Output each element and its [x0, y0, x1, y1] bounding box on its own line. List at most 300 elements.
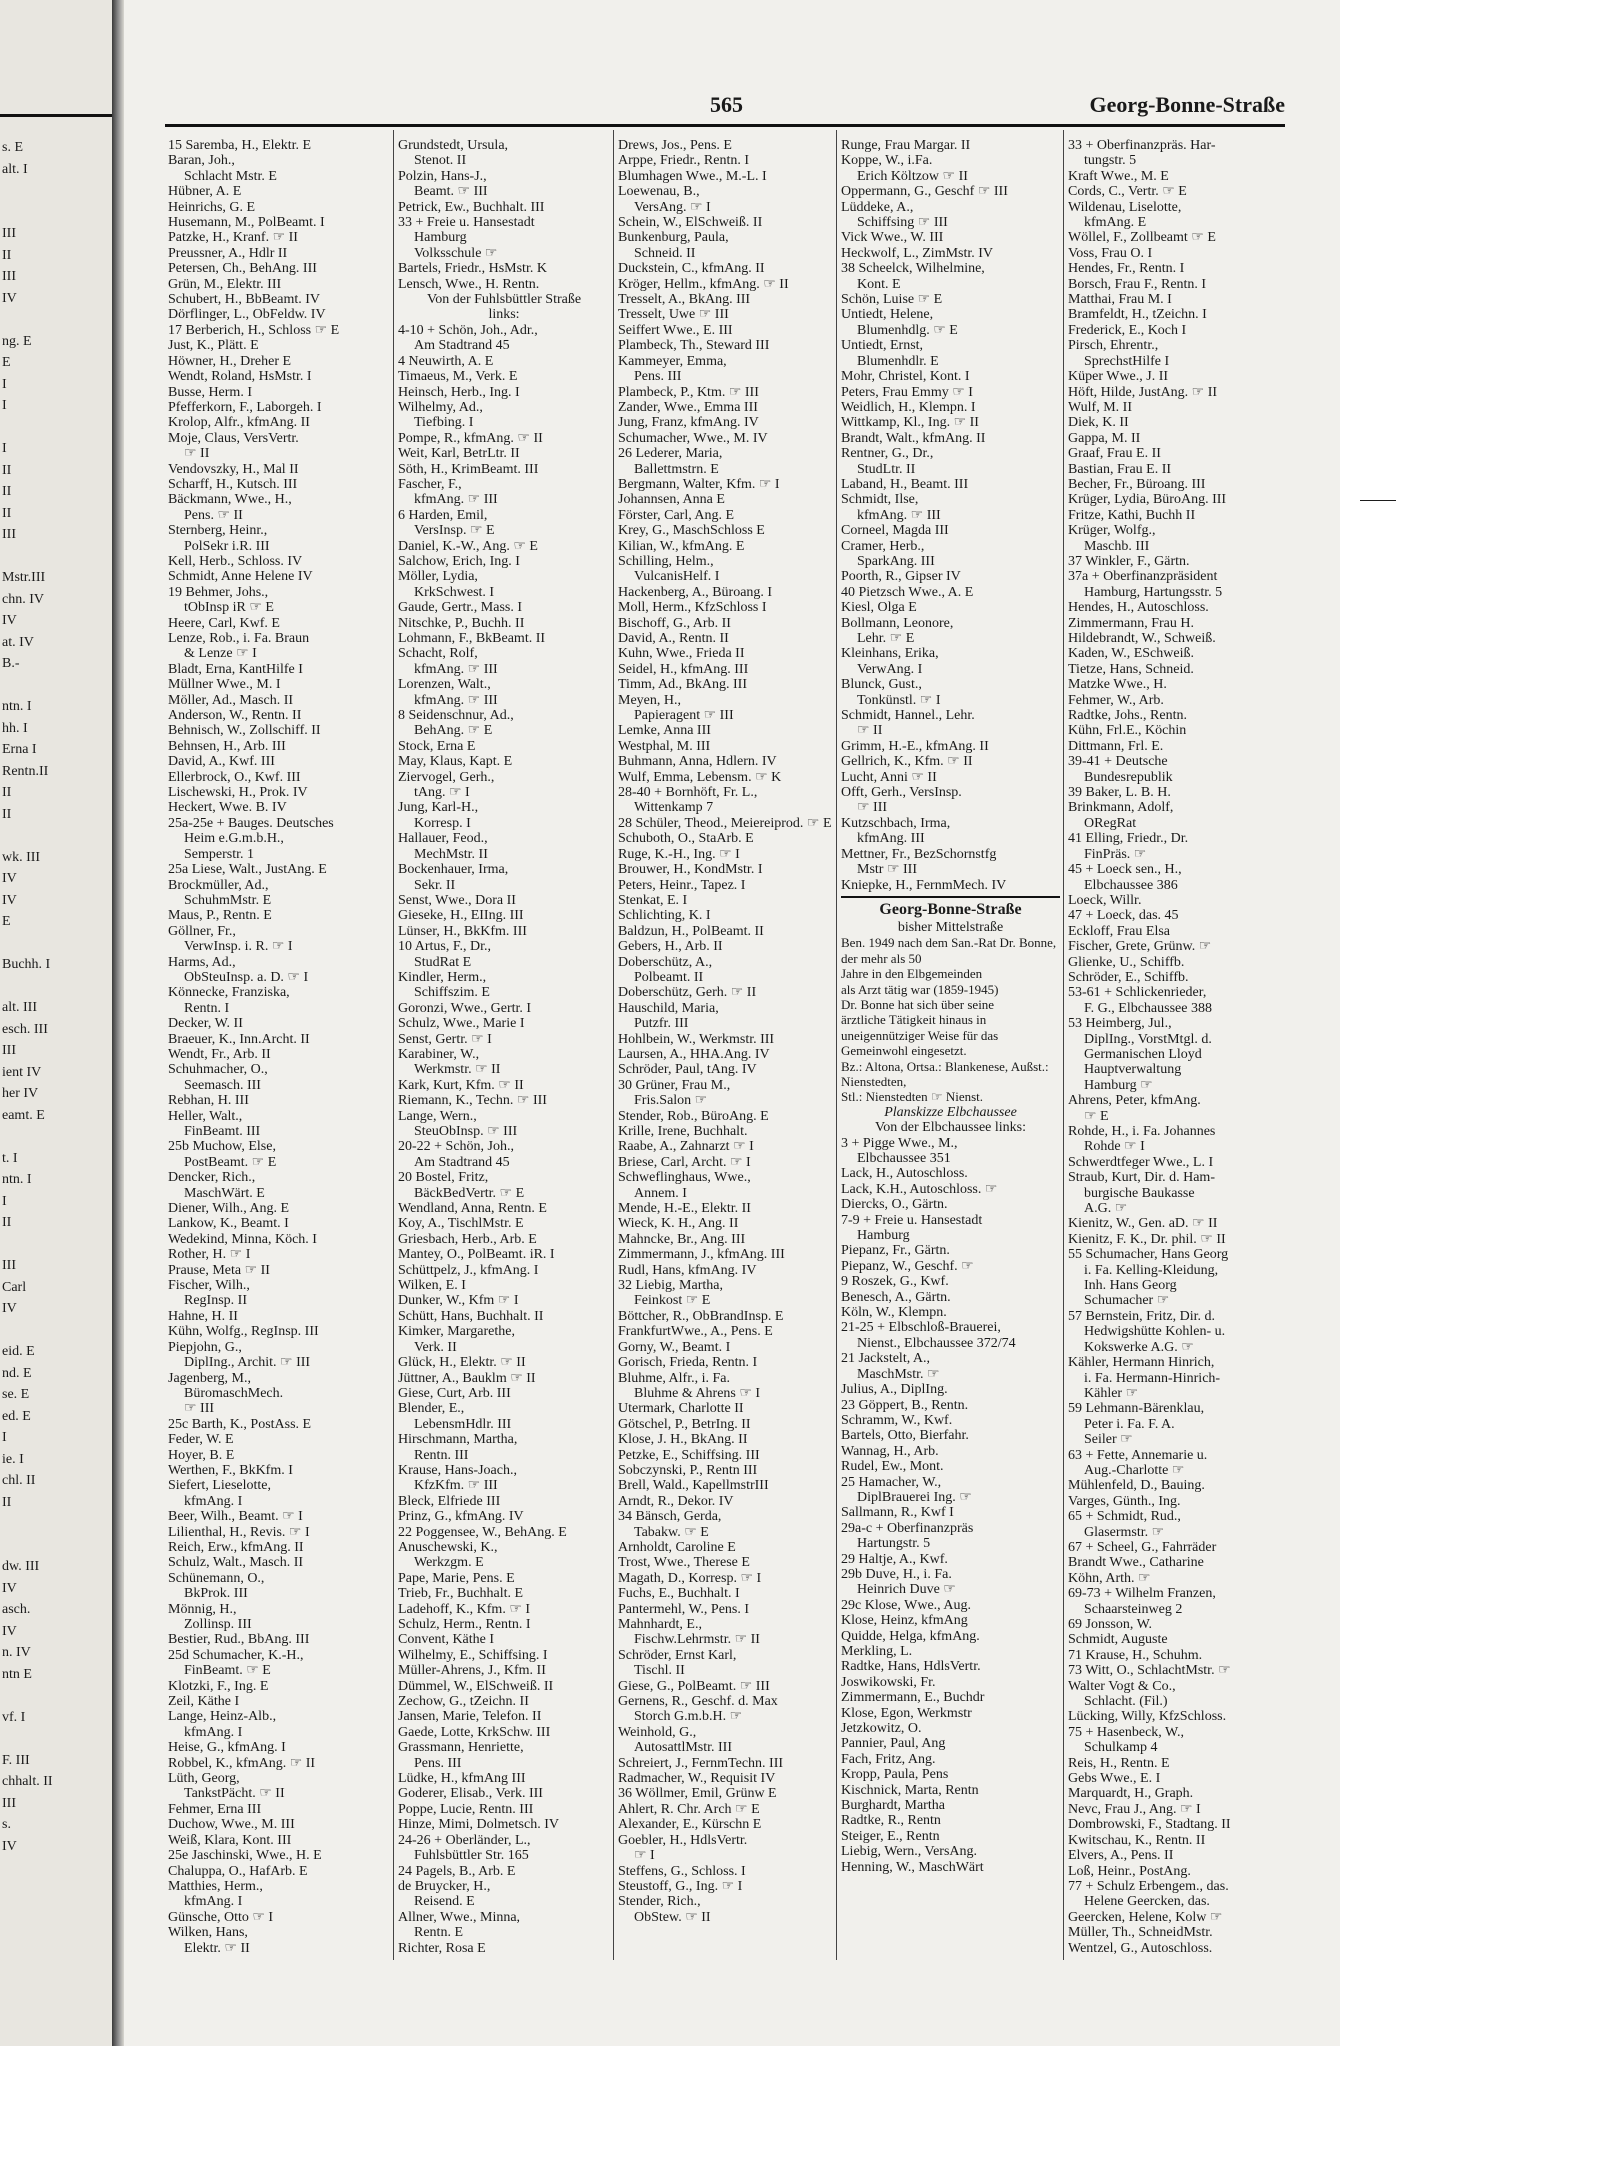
directory-entry: Storch G.m.b.H. ☞: [634, 1709, 743, 1725]
directory-entry: Hildebrandt, W., Schweiß.: [1068, 631, 1216, 646]
directory-entry: 24-26 + Oberländer, L.,: [398, 1832, 531, 1848]
directory-entry: kfmAng. I: [184, 1724, 243, 1740]
directory-entry: Polzin, Hans-J.,: [398, 168, 487, 184]
directory-entry: Gorny, W., Beamt. I: [618, 1339, 731, 1355]
directory-entry: Fris.Salon ☞: [634, 1093, 708, 1109]
book-gutter: [112, 0, 124, 2046]
left-page-text: IV: [2, 871, 17, 886]
directory-entry: Böttcher, R., ObBrandInsp. E: [618, 1308, 784, 1324]
directory-entry: Bäckmann, Wwe., H.,: [168, 492, 292, 508]
directory-entry: Werkmstr. ☞ II: [414, 1062, 501, 1078]
directory-entry: Fehmer, Erna III: [168, 1801, 262, 1817]
directory-entry: 29a-c + Oberfinanzpräs: [841, 1520, 974, 1536]
directory-entry: 33 + Freie u. Hansestadt: [398, 215, 535, 231]
directory-entry: Klotzki, F., Ing. E: [168, 1678, 269, 1694]
directory-entry: Mönnig, H.,: [168, 1601, 237, 1617]
directory-entry: Heckert, Wwe. B. IV: [168, 800, 287, 816]
directory-entry: & Lenze ☞ I: [184, 646, 257, 662]
directory-entry: Kilian, W., kfmAng. E: [618, 538, 745, 554]
directory-entry: Hartungstr. 5: [857, 1536, 931, 1552]
directory-entry: Doberschütz, A.,: [618, 954, 713, 970]
directory-entry: Mstr ☞ III: [857, 862, 917, 878]
directory-entry: Brandt, Walt., kfmAng. II: [841, 430, 986, 446]
directory-entry: Schramm, W., Kwf.: [841, 1412, 953, 1428]
section-note: links:: [488, 307, 520, 323]
directory-entry: Zimmermann, Frau H.: [1068, 615, 1194, 631]
left-page-text: vf. I: [2, 1709, 26, 1725]
directory-entry: Jüttner, A., Bauklm ☞ II: [398, 1370, 536, 1386]
column-divider: [836, 130, 837, 1960]
directory-entry: Schröder, E., Schiffb.: [1068, 969, 1189, 985]
directory-entry: Bestier, Rud., BbAng. III: [168, 1632, 310, 1648]
directory-column-4: [841, 138, 1060, 1960]
directory-entry: Pens. ☞ II: [184, 507, 243, 523]
directory-entry: 17 Berberich, H., Schloss ☞ E: [168, 322, 340, 338]
directory-entry: Rebhan, H. III: [168, 1093, 249, 1109]
column-divider: [1063, 130, 1064, 1960]
directory-entry: Gebers, H., Arb. II: [618, 939, 723, 955]
street-history-note: uneigennütziger Weise für das: [841, 1027, 999, 1043]
left-page-text: II: [2, 785, 12, 800]
directory-entry: Gellrich, K., Kfm. ☞ II: [841, 754, 973, 770]
left-page-text: Mstr.III: [2, 570, 46, 585]
directory-entry: Polbeamt. II: [634, 969, 704, 985]
directory-entry: Am Stadtrand 45: [414, 1154, 510, 1170]
directory-entry: Schuhmacher, O.,: [168, 1062, 268, 1078]
directory-entry: 20 Bostel, Fritz,: [398, 1170, 489, 1186]
directory-entry: Arnholdt, Caroline E: [618, 1539, 736, 1555]
directory-entry: SprechstHilfe I: [1084, 353, 1170, 369]
directory-entry: Burghardt, Martha: [841, 1798, 945, 1814]
left-page-text: ie. I: [2, 1451, 24, 1467]
directory-entry: Zimmermann, E., Buchdr: [841, 1690, 985, 1706]
directory-entry: Merkling, L.: [841, 1644, 913, 1659]
directory-entry: Schuboth, O., StaArb. E: [618, 831, 754, 847]
directory-entry: Sternberg, Heinr.,: [168, 523, 268, 539]
directory-entry: 69 Jonsson, W.: [1068, 1617, 1153, 1632]
directory-entry: 4 Neuwirth, A. E: [398, 353, 494, 369]
directory-entry: Stenkat, E. I: [618, 892, 688, 908]
directory-entry: Dunker, W., Kfm ☞ I: [398, 1293, 519, 1309]
directory-entry: Senst, Gertr. ☞ I: [398, 1031, 492, 1047]
left-page-text: III: [2, 1795, 16, 1811]
directory-entry: Hirschmann, Martha,: [398, 1432, 518, 1448]
directory-entry: Kokswerke A.G. ☞: [1084, 1339, 1194, 1355]
directory-entry: 25 Hamacher, W.,: [841, 1474, 942, 1490]
left-page-text: IV: [2, 613, 17, 628]
directory-entry: Allner, Wwe., Minna,: [398, 1909, 521, 1925]
directory-entry: Lischewski, H., Prok. IV: [168, 785, 308, 801]
directory-entry: Diener, Wilh., Ang. E: [168, 1201, 290, 1217]
left-page-text: ntn. I: [2, 1172, 32, 1187]
left-page-text: asch.: [2, 1602, 31, 1617]
directory-entry: FinPräs. ☞: [1084, 846, 1147, 862]
directory-entry: Rother, H. ☞ I: [168, 1247, 251, 1263]
directory-entry: Schreiert, J., FernmTechn. III: [618, 1755, 784, 1771]
left-page-text: esch. III: [2, 1021, 48, 1037]
page-number: 565: [710, 92, 743, 117]
directory-entry: Heere, Carl, Kwf. E: [168, 615, 280, 631]
directory-entry: Stender, Rich.,: [618, 1894, 701, 1910]
directory-entry: Schulz, Walt., Masch. II: [168, 1555, 304, 1571]
directory-entry: Matthies, Herm.,: [168, 1878, 263, 1894]
directory-entry: VersInsp. ☞ E: [414, 523, 495, 539]
directory-entry: 8 Seidenschnur, Ad.,: [398, 708, 514, 724]
directory-entry: Kienitz, F. K., Dr. phil. ☞ II: [1068, 1231, 1226, 1247]
directory-entry: Untiedt, Helene,: [841, 307, 934, 323]
directory-entry: AutosattlMstr. III: [634, 1740, 732, 1756]
directory-entry: kfmAng. ☞ III: [414, 492, 498, 508]
directory-entry: Wentzel, G., Autoschloss.: [1068, 1940, 1213, 1956]
directory-entry: Rentn. III: [414, 1447, 469, 1463]
directory-entry: 59 Lehmann-Bärenklau,: [1068, 1401, 1205, 1417]
directory-entry: Weinhold, G.,: [618, 1724, 697, 1740]
directory-entry: Sobczynski, P., Rentn III: [618, 1462, 758, 1478]
directory-entry: Karabiner, W.,: [398, 1046, 480, 1062]
directory-entry: FinBeamt. ☞ E: [184, 1663, 271, 1679]
directory-entry: Küper Wwe., J. II: [1068, 369, 1169, 385]
directory-entry: Preussner, A., Hdlr II: [168, 245, 288, 261]
directory-entry: Braeuer, K., Inn.Archt. II: [168, 1031, 310, 1047]
directory-entry: Jetzkowitz, O.: [841, 1721, 922, 1737]
directory-entry: Dombrowski, F., Stadtang. II: [1068, 1817, 1231, 1833]
directory-entry: StudLtr. II: [857, 461, 916, 477]
directory-entry: BehAng. ☞ E: [414, 723, 493, 739]
directory-entry: Höwner, H., Dreher E: [168, 353, 292, 369]
directory-entry: Magath, D., Korresp. ☞ I: [618, 1570, 762, 1586]
left-page-text: IV: [2, 892, 17, 908]
directory-entry: Schein, W., ElSchweiß. II: [618, 215, 763, 231]
directory-entry: Brockmüller, Ad.,: [168, 877, 269, 893]
directory-entry: VerwAng. I: [857, 661, 923, 677]
left-page-text: IV: [2, 1580, 17, 1596]
directory-entry: Annem. I: [634, 1185, 687, 1201]
directory-entry: Grundstedt, Ursula,: [398, 138, 509, 153]
directory-entry: 75 + Hasenbeck, W.,: [1068, 1724, 1184, 1740]
directory-entry: Alexander, E., Kürschn E: [618, 1817, 762, 1833]
directory-entry: Kühn, Frl.E., Köchin: [1068, 723, 1187, 739]
directory-entry: Seiffert Wwe., E. III: [618, 322, 733, 338]
left-page-text: IV: [2, 1623, 17, 1639]
directory-entry: Peters, Frau Emmy ☞ I: [841, 384, 973, 400]
directory-entry: Bundesrepublik: [1084, 769, 1173, 785]
directory-entry: kfmAng. ☞ III: [857, 507, 941, 523]
directory-entry: 25c Barth, K., PostAss. E: [168, 1416, 312, 1432]
directory-entry: Blender, E.,: [398, 1401, 465, 1417]
directory-entry: Radtke, Hans, HdlsVertr.: [841, 1659, 981, 1675]
left-page-text: B.-: [2, 656, 20, 671]
left-page-text: E: [2, 355, 11, 370]
directory-entry: Lüth, Georg,: [168, 1771, 240, 1787]
directory-entry: VerwInsp. i. R. ☞ I: [184, 939, 293, 955]
left-page-text: hh. I: [2, 720, 28, 736]
directory-entry: Raabe, A., Zahnarzt ☞ I: [618, 1139, 754, 1155]
directory-entry: Drews, Jos., Pens. E: [618, 138, 732, 153]
directory-entry: 47 + Loeck, das. 45: [1068, 908, 1179, 924]
directory-entry: burgische Baukasse: [1084, 1185, 1195, 1201]
directory-entry: Zeil, Käthe I: [168, 1694, 240, 1710]
street-history-note: ärztliche Tätigkeit hinaus in: [841, 1012, 987, 1028]
directory-entry: Schumacher, Wwe., M. IV: [618, 430, 768, 446]
directory-entry: Petersen, Ch., BehAng. III: [168, 261, 317, 277]
street-history-note: Dr. Bonne hat sich über seine: [841, 996, 995, 1012]
directory-entry: Varges, Günth., Ing.: [1068, 1493, 1181, 1509]
left-page-text: I: [2, 1430, 7, 1445]
directory-entry: Nienst., Elbchaussee 372/74: [857, 1335, 1016, 1351]
directory-entry: i. Fa. Hermann-Hinrich-: [1084, 1370, 1221, 1386]
directory-entry: Hamburg, Hartungsstr. 5: [1084, 584, 1223, 600]
directory-entry: Blumenhdlr. E: [857, 353, 939, 369]
left-page-text: II: [2, 247, 12, 263]
directory-entry: Semperstr. 1: [184, 846, 254, 862]
directory-entry: Schiffszim. E: [414, 985, 490, 1001]
section-note: Von der Fuhlsbüttler Straße: [426, 292, 582, 308]
street-history-note: Gemeinwohl eingesetzt.: [841, 1043, 967, 1059]
directory-entry: ORegRat: [1084, 815, 1137, 831]
directory-entry: Kuhn, Wwe., Frieda II: [618, 646, 745, 662]
directory-entry: Lohmann, F., BkBeamt. II: [398, 631, 546, 646]
directory-entry: Seemasch. III: [184, 1077, 261, 1093]
directory-entry: Maus, P., Rentn. E: [168, 908, 272, 924]
directory-entry: Wittenkamp 7: [634, 800, 714, 816]
directory-entry: Koy, A., TischlMstr. E: [398, 1216, 524, 1232]
directory-entry: Schulkamp 4: [1084, 1740, 1158, 1756]
column-divider: [613, 130, 614, 1960]
directory-entry: DiplIng., VorstMtgl. d.: [1084, 1031, 1212, 1047]
directory-entry: Wöllel, F., Zollbeamt ☞ E: [1068, 230, 1216, 246]
directory-entry: Hohlbein, W., Werkmstr. III: [618, 1031, 775, 1047]
directory-entry: Schacht, Rolf,: [398, 646, 478, 662]
directory-entry: Maschb. III: [1084, 538, 1150, 554]
directory-entry: Bollmann, Leonore,: [841, 615, 954, 631]
directory-entry: Dümmel, W., ElSchweiß. II: [398, 1678, 554, 1694]
directory-column-2: [398, 138, 610, 1960]
directory-entry: Hoyer, B. E: [168, 1447, 235, 1463]
directory-entry: Müller, Th., SchneidMstr.: [1068, 1925, 1213, 1941]
directory-entry: 10 Artus, F., Dr.,: [398, 939, 492, 955]
directory-entry: Hamburg: [857, 1228, 910, 1244]
directory-entry: 29b Duve, H., i. Fa.: [841, 1566, 952, 1582]
directory-entry: Straub, Kurt, Dir. d. Ham-: [1068, 1170, 1215, 1186]
directory-entry: Seidel, H., kfmAng. III: [618, 661, 749, 677]
directory-entry: Petrick, Ew., Buchhalt. III: [398, 199, 545, 215]
directory-entry: ☞ I: [634, 1848, 655, 1864]
directory-entry: Lucht, Anni ☞ II: [841, 769, 937, 785]
directory-entry: Germanischen Lloyd: [1084, 1046, 1202, 1062]
directory-entry: Nevc, Frau J., Ang. ☞ I: [1068, 1801, 1201, 1817]
directory-entry: Johannsen, Anna E: [618, 492, 725, 508]
directory-entry: Günsche, Otto ☞ I: [168, 1909, 274, 1925]
directory-entry: Steiger, E., Rentn: [841, 1828, 940, 1844]
directory-entry: Möller, Ad., Masch. II: [168, 692, 294, 708]
directory-entry: Lilienthal, H., Revis. ☞ I: [168, 1524, 310, 1540]
directory-entry: Schmidt, Auguste: [1068, 1632, 1168, 1648]
directory-entry: Müllner Wwe., M. I: [168, 677, 281, 693]
directory-entry: Bramfeldt, H., tZeichn. I: [1068, 307, 1207, 323]
directory-entry: ☞ II: [184, 446, 210, 462]
directory-entry: Julius, A., DiplIng.: [841, 1382, 948, 1398]
directory-entry: Ruge, K.-H., Ing. ☞ I: [618, 846, 740, 862]
directory-entry: FinBeamt. III: [184, 1124, 261, 1139]
directory-entry: Eckloff, Frau Elsa: [1068, 923, 1170, 939]
directory-entry: Petzke, E., Schiffsing. III: [618, 1447, 760, 1463]
directory-entry: Koppe, W., i.Fa.: [841, 153, 933, 169]
directory-entry: Krüger, Lydia, BüroAng. III: [1068, 492, 1227, 508]
directory-entry: Wendland, Anna, Rentn. E: [398, 1201, 547, 1217]
directory-entry: 25d Schumacher, K.-H.,: [168, 1647, 304, 1663]
directory-entry: Poppe, Lucie, Rentn. III: [398, 1801, 534, 1817]
directory-entry: Kähler ☞: [1084, 1385, 1139, 1401]
directory-column-1: [168, 138, 390, 1960]
directory-entry: ☞ III: [857, 800, 888, 816]
directory-entry: Siefert, Lieselotte,: [168, 1478, 272, 1494]
directory-entry: ☞ E: [1084, 1108, 1109, 1124]
directory-entry: Heinsch, Herb., Ing. I: [398, 384, 520, 400]
directory-entry: Schüttpelz, J., kfmAng. I: [398, 1262, 539, 1278]
directory-entry: Beer, Wilh., Beamt. ☞ I: [168, 1509, 303, 1525]
left-page-text: III: [2, 1043, 16, 1058]
directory-entry: Wilken, E. I: [398, 1278, 466, 1294]
left-page-text: II: [2, 1494, 12, 1510]
directory-entry: Stock, Erna E: [398, 738, 476, 754]
directory-entry: Gaude, Gertr., Mass. I: [398, 600, 523, 616]
directory-entry: Klose, Egon, Werkmstr: [841, 1705, 972, 1721]
directory-entry: Timaeus, M., Verk. E: [398, 369, 518, 385]
directory-entry: Radtke, Johs., Rentn.: [1068, 708, 1187, 724]
directory-entry: May, Klaus, Kapt. E: [398, 754, 513, 770]
page-header: [165, 92, 1285, 122]
directory-entry: Corneel, Magda III: [841, 523, 949, 539]
directory-entry: 28-40 + Bornhöft, Fr. L.,: [618, 785, 758, 801]
directory-entry: Schneid. II: [634, 245, 696, 261]
directory-entry: PolSekr i.R. III: [184, 538, 270, 554]
directory-entry: Fischer, Grete, Grünw. ☞: [1068, 939, 1212, 955]
directory-entry: Dencker, Rich.,: [168, 1170, 256, 1186]
directory-entry: Wannag, H., Arb.: [841, 1443, 939, 1459]
directory-entry: Baran, Joh.,: [168, 153, 235, 169]
left-page-text: Buchh. I: [2, 957, 51, 972]
directory-entry: Bartels, Otto, Bierfahr.: [841, 1428, 969, 1444]
directory-entry: Bluhme, Alfr., i. Fa.: [618, 1370, 730, 1386]
directory-entry: Goebler, H., HdlsVertr.: [618, 1832, 748, 1848]
directory-entry: Westphal, M. III: [618, 738, 711, 754]
directory-entry: Briese, Carl, Archt. ☞ I: [618, 1154, 751, 1170]
directory-entry: Riemann, K., Techn. ☞ III: [398, 1093, 547, 1109]
directory-entry: Schmidt, Hannel., Lehr.: [841, 708, 975, 724]
directory-entry: 24 Pagels, B., Arb. E: [398, 1863, 516, 1879]
directory-entry: Krolop, Alfr., kfmAng. II: [168, 415, 310, 431]
left-page-text: I: [2, 1193, 7, 1209]
directory-entry: Trost, Wwe., Therese E: [618, 1555, 750, 1571]
directory-entry: Frederick, E., Koch I: [1068, 322, 1187, 338]
directory-entry: Krause, Hans-Joach.,: [398, 1462, 517, 1478]
directory-entry: Lemke, Anna III: [618, 723, 711, 739]
directory-entry: 9 Roszek, G., Kwf.: [841, 1274, 949, 1290]
left-page-text: chhalt. II: [2, 1774, 53, 1789]
directory-entry: Kischnick, Marta, Rentn: [841, 1782, 979, 1798]
directory-entry: Blunck, Gust.,: [841, 677, 922, 693]
directory-entry: Vick Wwe., W. III: [841, 230, 944, 246]
directory-entry: Becher, Fr., Büroang. III: [1068, 476, 1206, 492]
directory-entry: Wieck, K. H., Ang. II: [618, 1216, 739, 1232]
directory-entry: Jung, Karl-H.,: [398, 800, 479, 816]
directory-entry: Patzke, H., Kranf. ☞ II: [168, 230, 298, 246]
directory-entry: 77 + Schulz Erbengem., das.: [1068, 1878, 1229, 1894]
directory-entry: Hamburg ☞: [1084, 1077, 1153, 1093]
directory-entry: Kleinhans, Erika,: [841, 646, 939, 662]
directory-entry: Goderer, Elisab., Verk. III: [398, 1786, 543, 1802]
directory-entry: Krille, Irene, Buchhalt.: [618, 1124, 748, 1139]
directory-entry: Bockenhauer, Irma,: [398, 862, 509, 878]
directory-entry: Feder, W. E: [168, 1432, 234, 1448]
directory-entry: Ballettmstrn. E: [634, 461, 719, 477]
directory-entry: kfmAng. ☞ III: [414, 661, 498, 677]
directory-entry: BüromaschMech.: [184, 1385, 284, 1401]
directory-entry: Fischer, Wilh.,: [168, 1278, 250, 1294]
directory-entry: Fuhlsbüttler Str. 165: [414, 1848, 529, 1864]
directory-entry: Kont. E: [857, 276, 901, 292]
street-history-note: Jahre in den Elbgemeinden: [841, 966, 983, 982]
left-page-text: s.: [2, 1817, 11, 1832]
directory-entry: Papieragent ☞ III: [634, 708, 734, 724]
directory-entry: Heise, G., kfmAng. I: [168, 1740, 286, 1756]
directory-entry: Zander, Wwe., Emma III: [618, 399, 758, 415]
directory-entry: Lünser, H., BkKfm. III: [398, 923, 527, 939]
directory-entry: Rudel, Ew., Mont.: [841, 1459, 944, 1475]
directory-entry: Chaluppa, O., HafArb. E: [168, 1863, 308, 1879]
directory-entry: 53 Heimberg, Jul.,: [1068, 1016, 1172, 1032]
directory-entry: Fischw.Lehrmstr. ☞ II: [634, 1632, 760, 1648]
directory-entry: Lack, K.H., Autoschloss. ☞: [841, 1181, 998, 1197]
directory-entry: Loewenau, B.,: [618, 184, 700, 200]
directory-entry: Mantey, O., PolBeamt. iR. I: [398, 1247, 555, 1263]
directory-entry: Hackenberg, A., Büroang. I: [618, 584, 773, 600]
directory-entry: Wendt, Fr., Arb. II: [168, 1046, 271, 1062]
directory-entry: 65 + Schmidt, Rud.,: [1068, 1509, 1181, 1525]
directory-entry: Trieb, Fr., Buchhalt. E: [398, 1586, 524, 1602]
directory-entry: de Bruycker, H.,: [398, 1878, 491, 1894]
directory-entry: Wilhelmy, Ad.,: [398, 399, 483, 415]
directory-entry: Weidlich, H., Klempn. I: [841, 399, 976, 415]
directory-entry: Müller-Ahrens, J., Kfm. II: [398, 1663, 546, 1679]
scan-right-edge: [1340, 0, 1396, 2046]
directory-entry: Kniepke, H., FernmMech. IV: [841, 877, 1007, 893]
directory-entry: Brouwer, H., KondMstr. I: [618, 862, 763, 878]
directory-entry: Heinrich Duve ☞: [857, 1582, 956, 1598]
directory-entry: Kühn, Wolfg., RegInsp. III: [168, 1324, 319, 1340]
directory-entry: Schwerdtfeger Wwe., L. I: [1068, 1154, 1214, 1170]
left-page-text: nd. E: [2, 1365, 32, 1381]
directory-entry: Plambeck, Th., Steward III: [618, 338, 770, 354]
directory-entry: Zechow, G., tZeichn. II: [398, 1694, 529, 1710]
left-page-text: F. III: [2, 1752, 30, 1768]
directory-entry: Fuchs, E., Buchhalt. I: [618, 1586, 740, 1602]
directory-entry: kfmAng. I: [184, 1894, 243, 1910]
directory-entry: Baldzun, H., PolBeamt. II: [618, 923, 764, 939]
directory-entry: Mahncke, Br., Ang. III: [618, 1231, 746, 1247]
left-page-text: III: [2, 1258, 16, 1273]
directory-entry: Duchow, Wwe., M. III: [168, 1817, 295, 1833]
directory-entry: Lack, H., Autoschloss.: [841, 1166, 968, 1182]
directory-entry: ☞ III: [184, 1401, 215, 1417]
left-page-text: ient IV: [2, 1064, 42, 1080]
directory-entry: Aug.-Charlotte ☞: [1084, 1462, 1185, 1478]
directory-entry: RegInsp. II: [184, 1293, 247, 1309]
directory-entry: Griesbach, Herb., Arb. E: [398, 1231, 537, 1247]
directory-entry: Oppermann, G., Geschf ☞ III: [841, 184, 1008, 200]
directory-entry: Pfefferkorn, F., Laborgeh. I: [168, 399, 322, 415]
directory-entry: Lüddeke, A.,: [841, 199, 914, 215]
